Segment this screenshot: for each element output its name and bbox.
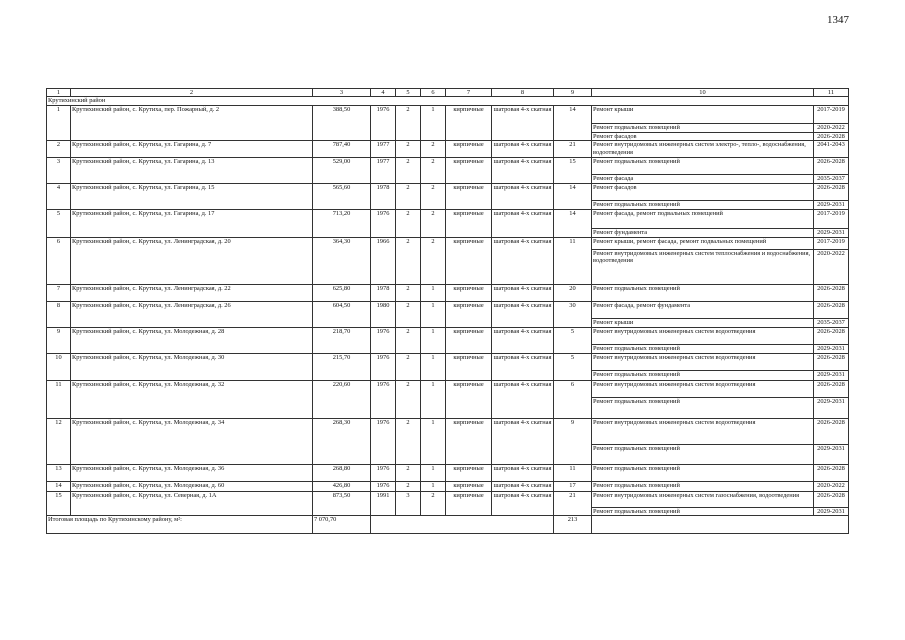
area-cell: 604,50 [313, 301, 371, 327]
floors-cell: 2 [396, 284, 421, 301]
work-period-cell: 2029-2031 [814, 344, 849, 353]
wall-material-cell: кирпичные [446, 491, 492, 515]
work-period-cell: 2026-2028 [814, 133, 849, 141]
wall-material-cell: кирпичные [446, 418, 492, 464]
roof-type-cell: шатровая 4-х скатная [492, 158, 554, 183]
entrances-cell: 1 [421, 481, 446, 491]
wall-material-cell: кирпичные [446, 141, 492, 158]
work-type-cell: Ремонт крыши, ремонт фасада, ремонт подвальных помещений [592, 237, 814, 249]
table-row [47, 237, 849, 249]
address-cell: Крутихинский район, с. Крутиха, ул. Молодежная, д. 34 [71, 418, 313, 464]
apartments-cell: 21 [554, 491, 592, 515]
row-number: 3 [47, 158, 71, 183]
column-number: 6 [421, 89, 446, 97]
column-number: 8 [492, 89, 554, 97]
address-cell: Крутихинский район, с. Крутиха, ул. Молодежная, д. 36 [71, 464, 313, 481]
table-row [47, 491, 849, 507]
row-number: 13 [47, 464, 71, 481]
work-period-cell: 2020-2022 [814, 481, 849, 491]
entrances-cell: 2 [421, 158, 446, 183]
address-cell: Крутихинский район, с. Крутиха, ул. Молодежная, д. 32 [71, 380, 313, 418]
wall-material-cell: кирпичные [446, 209, 492, 237]
column-number: 11 [814, 89, 849, 97]
register-table [46, 88, 849, 534]
year-cell: 1976 [371, 106, 396, 141]
work-type-cell: Ремонт подвальных помещений [592, 370, 814, 380]
floors-cell: 2 [396, 327, 421, 353]
work-type-cell: Ремонт внутридомовых инженерных систем теплоснабжения и водоснабжения, водоотведения [592, 249, 814, 284]
row-number: 7 [47, 284, 71, 301]
year-cell: 1977 [371, 158, 396, 183]
area-cell: 713,20 [313, 209, 371, 237]
total-area: 7 070,70 [313, 515, 371, 533]
column-number-row [47, 89, 849, 97]
roof-type-cell: шатровая 4-х скатная [492, 106, 554, 141]
work-period-cell: 2035-2037 [814, 175, 849, 183]
address-cell: Крутихинский район, с. Крутиха, ул. Гагарина, д. 13 [71, 158, 313, 183]
work-period-cell: 2026-2028 [814, 418, 849, 444]
roof-type-cell: шатровая 4-х скатная [492, 183, 554, 209]
wall-material-cell: кирпичные [446, 183, 492, 209]
year-cell: 1977 [371, 141, 396, 158]
total-apartments: 213 [554, 515, 592, 533]
work-period-cell: 2017-2019 [814, 237, 849, 249]
wall-material-cell: кирпичные [446, 237, 492, 284]
floors-cell: 2 [396, 106, 421, 141]
work-period-cell: 2029-2031 [814, 370, 849, 380]
work-type-cell: Ремонт подвальных помещений [592, 344, 814, 353]
table-row [47, 380, 849, 397]
table-row [47, 141, 849, 158]
area-cell: 215,70 [313, 353, 371, 380]
apartments-cell: 30 [554, 301, 592, 327]
table-row [47, 106, 849, 124]
year-cell: 1976 [371, 418, 396, 464]
roof-type-cell: шатровая 4-х скатная [492, 491, 554, 515]
row-number: 14 [47, 481, 71, 491]
floors-cell: 2 [396, 141, 421, 158]
roof-type-cell: шатровая 4-х скатная [492, 327, 554, 353]
roof-type-cell: шатровая 4-х скатная [492, 237, 554, 284]
entrances-cell: 2 [421, 141, 446, 158]
work-type-cell: Ремонт фасада, ремонт фундамента [592, 301, 814, 318]
row-number: 10 [47, 353, 71, 380]
work-period-cell: 2041-2043 [814, 141, 849, 158]
work-type-cell: Ремонт крыши [592, 106, 814, 124]
year-cell: 1976 [371, 327, 396, 353]
wall-material-cell: кирпичные [446, 327, 492, 353]
row-number: 12 [47, 418, 71, 464]
table-row [47, 481, 849, 491]
total-label: Итоговая площадь по Крутихинскому району, м²: [47, 515, 313, 533]
entrances-cell: 2 [421, 237, 446, 284]
footer-spacer [371, 515, 554, 533]
column-number: 4 [371, 89, 396, 97]
floors-cell: 2 [396, 301, 421, 327]
work-type-cell: Ремонт подвальных помещений [592, 284, 814, 301]
total-row [47, 515, 849, 533]
address-cell: Крутихинский район, с. Крутиха, ул. Северная, д. 1А [71, 491, 313, 515]
roof-type-cell: шатровая 4-х скатная [492, 464, 554, 481]
floors-cell: 2 [396, 380, 421, 418]
work-period-cell: 2029-2031 [814, 200, 849, 209]
wall-material-cell: кирпичные [446, 380, 492, 418]
table-row [47, 464, 849, 481]
roof-type-cell: шатровая 4-х скатная [492, 209, 554, 237]
apartments-cell: 15 [554, 158, 592, 183]
address-cell: Крутихинский район, с. Крутиха, ул. Гагарина, д. 15 [71, 183, 313, 209]
entrances-cell: 2 [421, 491, 446, 515]
work-period-cell: 2026-2028 [814, 327, 849, 344]
apartments-cell: 17 [554, 481, 592, 491]
work-type-cell: Ремонт подвальных помещений [592, 481, 814, 491]
wall-material-cell: кирпичные [446, 158, 492, 183]
work-period-cell: 2026-2028 [814, 284, 849, 301]
floors-cell: 2 [396, 158, 421, 183]
work-period-cell: 2026-2028 [814, 158, 849, 175]
row-number: 2 [47, 141, 71, 158]
floors-cell: 2 [396, 237, 421, 284]
work-type-cell: Ремонт фасада [592, 175, 814, 183]
work-type-cell: Ремонт внутридомовых инженерных систем водоотведения [592, 380, 814, 397]
row-number: 9 [47, 327, 71, 353]
area-cell: 873,50 [313, 491, 371, 515]
roof-type-cell: шатровая 4-х скатная [492, 353, 554, 380]
work-period-cell: 2026-2028 [814, 380, 849, 397]
work-period-cell: 2029-2031 [814, 507, 849, 515]
address-cell: Крутихинский район, с. Крутиха, ул. Гагарина, д. 7 [71, 141, 313, 158]
floors-cell: 3 [396, 491, 421, 515]
apartments-cell: 9 [554, 418, 592, 464]
entrances-cell: 1 [421, 284, 446, 301]
area-cell: 218,70 [313, 327, 371, 353]
column-number: 1 [47, 89, 71, 97]
region-title: Крутихинский район [47, 97, 849, 106]
table-row [47, 284, 849, 301]
table-row [47, 418, 849, 444]
wall-material-cell: кирпичные [446, 301, 492, 327]
table-row [47, 209, 849, 228]
work-period-cell: 2026-2028 [814, 301, 849, 318]
roof-type-cell: шатровая 4-х скатная [492, 481, 554, 491]
work-type-cell: Ремонт внутридомовых инженерных систем водоотведения [592, 353, 814, 370]
work-period-cell: 2017-2019 [814, 209, 849, 228]
table-body [47, 89, 849, 534]
column-number: 2 [71, 89, 313, 97]
entrances-cell: 1 [421, 380, 446, 418]
region-row [47, 97, 849, 106]
work-period-cell: 2035-2037 [814, 318, 849, 327]
row-number: 4 [47, 183, 71, 209]
work-type-cell: Ремонт фундамента [592, 228, 814, 237]
address-cell: Крутихинский район, с. Крутиха, ул. Ленинградская, д. 22 [71, 284, 313, 301]
work-type-cell: Ремонт подвальных помещений [592, 507, 814, 515]
work-type-cell: Ремонт фасадов [592, 183, 814, 200]
work-period-cell: 2029-2031 [814, 444, 849, 464]
apartments-cell: 6 [554, 380, 592, 418]
apartments-cell: 11 [554, 464, 592, 481]
row-number: 15 [47, 491, 71, 515]
work-type-cell: Ремонт внутридомовых инженерных систем водоотведения [592, 327, 814, 344]
column-number: 3 [313, 89, 371, 97]
roof-type-cell: шатровая 4-х скатная [492, 418, 554, 464]
floors-cell: 2 [396, 464, 421, 481]
row-number: 8 [47, 301, 71, 327]
year-cell: 1976 [371, 481, 396, 491]
year-cell: 1978 [371, 183, 396, 209]
wall-material-cell: кирпичные [446, 353, 492, 380]
year-cell: 1976 [371, 380, 396, 418]
area-cell: 787,40 [313, 141, 371, 158]
work-type-cell: Ремонт внутридомовых инженерных систем газоснабжения, водоотведения [592, 491, 814, 507]
table-row [47, 158, 849, 175]
entrances-cell: 1 [421, 301, 446, 327]
area-cell: 426,80 [313, 481, 371, 491]
area-cell: 388,50 [313, 106, 371, 141]
year-cell: 1980 [371, 301, 396, 327]
floors-cell: 2 [396, 481, 421, 491]
page-number: 1347 [827, 14, 849, 26]
row-number: 1 [47, 106, 71, 141]
address-cell: Крутихинский район, с. Крутиха, пер. Пожарный, д. 2 [71, 106, 313, 141]
roof-type-cell: шатровая 4-х скатная [492, 301, 554, 327]
year-cell: 1976 [371, 464, 396, 481]
work-type-cell: Ремонт подвальных помещений [592, 158, 814, 175]
table-row [47, 353, 849, 370]
work-period-cell: 2026-2028 [814, 183, 849, 200]
apartments-cell: 5 [554, 353, 592, 380]
column-number: 5 [396, 89, 421, 97]
area-cell: 220,60 [313, 380, 371, 418]
area-cell: 268,30 [313, 418, 371, 464]
roof-type-cell: шатровая 4-х скатная [492, 284, 554, 301]
work-period-cell: 2020-2022 [814, 249, 849, 284]
address-cell: Крутихинский район, с. Крутиха, ул. Молодежная, д. 30 [71, 353, 313, 380]
year-cell: 1978 [371, 284, 396, 301]
entrances-cell: 2 [421, 209, 446, 237]
area-cell: 529,00 [313, 158, 371, 183]
floors-cell: 2 [396, 209, 421, 237]
work-type-cell: Ремонт подвальных помещений [592, 124, 814, 133]
column-number: 10 [592, 89, 814, 97]
floors-cell: 2 [396, 353, 421, 380]
work-type-cell: Ремонт подвальных помещений [592, 397, 814, 418]
apartments-cell: 5 [554, 327, 592, 353]
wall-material-cell: кирпичные [446, 106, 492, 141]
area-cell: 565,60 [313, 183, 371, 209]
table-row [47, 183, 849, 200]
roof-type-cell: шатровая 4-х скатная [492, 141, 554, 158]
floors-cell: 2 [396, 418, 421, 464]
work-type-cell: Ремонт подвальных помещений [592, 444, 814, 464]
work-period-cell: 2020-2022 [814, 124, 849, 133]
footer-spacer [592, 515, 849, 533]
row-number: 11 [47, 380, 71, 418]
row-number: 5 [47, 209, 71, 237]
floors-cell: 2 [396, 183, 421, 209]
work-type-cell: Ремонт фасада, ремонт подвальных помещений [592, 209, 814, 228]
work-type-cell: Ремонт внутридомовых инженерных систем водоотведения [592, 418, 814, 444]
area-cell: 268,80 [313, 464, 371, 481]
year-cell: 1991 [371, 491, 396, 515]
work-type-cell: Ремонт внутридомовых инженерных систем электро-, тепло-, водоснабжения, водоотведения [592, 141, 814, 158]
column-number: 7 [446, 89, 492, 97]
work-type-cell: Ремонт подвальных помещений [592, 200, 814, 209]
work-type-cell: Ремонт подвальных помещений [592, 464, 814, 481]
year-cell: 1966 [371, 237, 396, 284]
year-cell: 1976 [371, 353, 396, 380]
apartments-cell: 20 [554, 284, 592, 301]
entrances-cell: 1 [421, 106, 446, 141]
work-type-cell: Ремонт фасадов [592, 133, 814, 141]
entrances-cell: 1 [421, 353, 446, 380]
work-type-cell: Ремонт крыши [592, 318, 814, 327]
wall-material-cell: кирпичные [446, 284, 492, 301]
wall-material-cell: кирпичные [446, 464, 492, 481]
apartments-cell: 14 [554, 106, 592, 141]
apartments-cell: 14 [554, 209, 592, 237]
column-number: 9 [554, 89, 592, 97]
row-number: 6 [47, 237, 71, 284]
work-period-cell: 2026-2028 [814, 464, 849, 481]
entrances-cell: 1 [421, 418, 446, 464]
apartments-cell: 21 [554, 141, 592, 158]
address-cell: Крутихинский район, с. Крутиха, ул. Ленинградская, д. 26 [71, 301, 313, 327]
entrances-cell: 1 [421, 327, 446, 353]
year-cell: 1976 [371, 209, 396, 237]
wall-material-cell: кирпичные [446, 481, 492, 491]
area-cell: 625,80 [313, 284, 371, 301]
work-period-cell: 2026-2028 [814, 353, 849, 370]
table-row [47, 301, 849, 318]
area-cell: 364,30 [313, 237, 371, 284]
address-cell: Крутихинский район, с. Крутиха, ул. Молодежная, д. 60 [71, 481, 313, 491]
work-period-cell: 2026-2028 [814, 491, 849, 507]
work-period-cell: 2029-2031 [814, 397, 849, 418]
entrances-cell: 1 [421, 464, 446, 481]
entrances-cell: 2 [421, 183, 446, 209]
roof-type-cell: шатровая 4-х скатная [492, 380, 554, 418]
apartments-cell: 14 [554, 183, 592, 209]
work-period-cell: 2017-2019 [814, 106, 849, 124]
apartments-cell: 11 [554, 237, 592, 284]
table-row [47, 327, 849, 344]
work-period-cell: 2029-2031 [814, 228, 849, 237]
address-cell: Крутихинский район, с. Крутиха, ул. Гагарина, д. 17 [71, 209, 313, 237]
address-cell: Крутихинский район, с. Крутиха, ул. Молодежная, д. 28 [71, 327, 313, 353]
address-cell: Крутихинский район, с. Крутиха, ул. Ленинградская, д. 20 [71, 237, 313, 284]
